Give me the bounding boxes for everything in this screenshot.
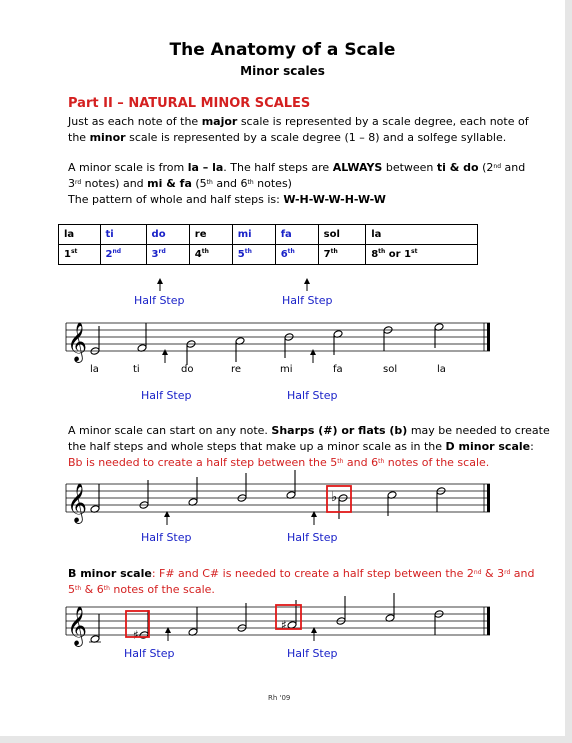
staff-syllable: ti (133, 364, 140, 375)
staff-syllable: sol (383, 364, 398, 375)
table-cell: re (189, 225, 232, 245)
text: the (68, 131, 90, 144)
superscript: th (75, 585, 82, 592)
half-step-label: Half Step (124, 647, 175, 660)
half-step-label: Half Step (287, 531, 338, 544)
staff-syllable: la (90, 364, 99, 375)
superscript: rd (75, 179, 82, 186)
degree-number: 2 (105, 249, 113, 260)
superscript: rd (504, 569, 511, 576)
table-cell: ti (100, 225, 146, 245)
treble-clef-icon: 𝄞 (67, 606, 88, 646)
superscript: th (206, 179, 213, 186)
superscript: th (244, 248, 252, 255)
text: (2 (478, 161, 494, 174)
text-bold: Sharps (#) or flats (b) (271, 424, 408, 437)
degree-number: 3 (151, 249, 159, 260)
text: & 6 (81, 583, 104, 596)
half-step-label: Half Step (287, 647, 338, 660)
table-cell: la (366, 225, 478, 245)
text: notes) and (81, 177, 148, 190)
text-bold: minor (89, 131, 126, 144)
superscript: th (337, 458, 344, 465)
highlight-box (276, 605, 301, 629)
degree-number: 6 (280, 249, 288, 260)
text: the half steps and whole steps that make up a minor scale as in the (68, 440, 446, 453)
superscript: nd (493, 163, 502, 170)
text-bold: ti & do (436, 161, 479, 174)
text: The pattern of whole and half steps is: (68, 193, 284, 206)
superscript: th (287, 248, 295, 255)
text: . The half steps are (223, 161, 333, 174)
superscript: nd (112, 248, 122, 255)
text: notes of the scale. (384, 456, 490, 469)
text: : F# and C# is needed to create a half step between the 2 (151, 567, 474, 580)
text: : (530, 440, 534, 453)
page-subtitle: Minor scales (240, 64, 325, 78)
staff-syllable: do (181, 364, 194, 375)
table-cell: mi (232, 225, 275, 245)
text-bold: B minor scale (68, 567, 152, 580)
text: scale is represented by a scale degree (1 – 8) and a solfege syllable. (125, 131, 507, 144)
text: 5 (68, 583, 75, 596)
half-step-label: Half Step (134, 294, 185, 307)
page-edge-right (565, 0, 572, 743)
table-cell: sol (318, 225, 366, 245)
half-step-label: Half Step (141, 531, 192, 544)
text-bold: D minor scale (445, 440, 531, 453)
text: scale is represented by a scale degree, each note of (237, 115, 529, 128)
text: and 6 (343, 456, 379, 469)
sharp-icon: ♯ (281, 618, 287, 632)
superscript: st (70, 248, 78, 255)
step-pattern: W-H-W-W-H-W-W (283, 193, 386, 206)
superscript: st (411, 248, 418, 255)
page-footer: Rh '09 (268, 694, 291, 702)
text: notes of the scale. (109, 583, 215, 596)
flat-icon: ♭ (331, 490, 338, 505)
treble-clef-icon: 𝄞 (67, 483, 88, 523)
degree-number: 1 (64, 249, 71, 260)
staff-syllable: fa (333, 364, 343, 375)
page-edge-bottom (0, 736, 572, 743)
staff-d-minor (66, 470, 490, 524)
degree-number: 7 (323, 249, 331, 260)
degree-number: 8 (371, 249, 379, 260)
half-step-label: Half Step (287, 389, 338, 402)
staff-a-minor (66, 322, 490, 365)
text-bold: major (201, 115, 238, 128)
table-cell: fa (275, 225, 318, 245)
superscript: th (247, 179, 254, 186)
text: Bb is needed to create a half step between the 5 (68, 456, 338, 469)
superscript: rd (158, 248, 166, 255)
page-title: The Anatomy of a Scale (169, 40, 396, 60)
text: notes) (253, 177, 292, 190)
staff-syllable: mi (280, 364, 293, 375)
text: and 6 (212, 177, 248, 190)
text-bold: mi & fa (147, 177, 192, 190)
staff-syllable: re (231, 364, 242, 375)
half-step-label: Half Step (282, 294, 333, 307)
half-step-label: Half Step (141, 389, 192, 402)
text-bold: ALWAYS (332, 161, 383, 174)
table-cell: do (146, 225, 189, 245)
superscript: th (378, 458, 385, 465)
superscript: th (201, 248, 209, 255)
text: (5 (191, 177, 207, 190)
treble-clef-icon: 𝄞 (67, 322, 88, 362)
superscript: th (330, 248, 338, 255)
text: between (382, 161, 437, 174)
table-cell: la (59, 225, 101, 245)
text: A minor scale can start on any note. (68, 424, 272, 437)
superscript: th (103, 585, 110, 592)
text: and (510, 567, 535, 580)
text-bold: la – la (187, 161, 224, 174)
text: A minor scale is from (68, 161, 188, 174)
degree-number: 5 (237, 249, 245, 260)
text: Just as each note of the (68, 115, 202, 128)
staff-b-minor (66, 593, 490, 647)
degree-alt: or 1 (385, 249, 412, 260)
text: may be needed to create (407, 424, 550, 437)
sharp-icon: ♯ (133, 628, 139, 642)
staff-syllable: la (437, 364, 446, 375)
degree-number: 4 (194, 249, 202, 260)
section-heading: Part II – NATURAL MINOR SCALES (68, 96, 311, 111)
text: & 3 (481, 567, 505, 580)
text: 3 (68, 177, 75, 190)
text: and (501, 161, 526, 174)
superscript: nd (473, 569, 482, 576)
superscript: th (378, 248, 386, 255)
